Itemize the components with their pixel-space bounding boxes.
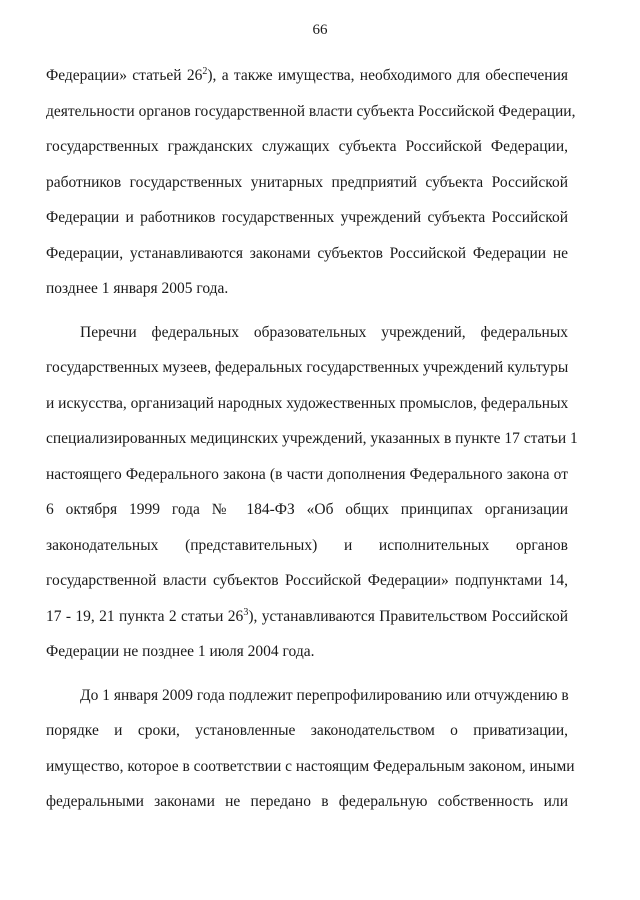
text-line bbox=[46, 749, 575, 785]
text-segment: ), устанавливаются Правительством Российской bbox=[248, 607, 568, 625]
text-segment: и искусства, организаций народных художественных промыслов, федеральных bbox=[46, 394, 569, 412]
text-segment: порядке и сроки, установленные законодательством о приватизации, bbox=[46, 722, 568, 739]
text-segment: государственных музеев, федеральных государственных учреждений культуры bbox=[46, 359, 569, 376]
text-segment: настоящего Федерального закона (в части дополнения Федерального закона от bbox=[46, 465, 568, 483]
text-line bbox=[46, 678, 568, 714]
paragraph-gap bbox=[46, 307, 568, 315]
text-segment: Перечни федеральных образовательных учреждений, федеральных bbox=[80, 323, 568, 341]
text-segment: деятельности органов государственной власти субъекта Российской Федерации, bbox=[46, 102, 576, 120]
text-segment: Федерации и работников государственных учреждений субъекта Российской bbox=[46, 209, 568, 226]
paragraph bbox=[46, 315, 578, 670]
text-line bbox=[46, 165, 568, 201]
text-segment: позднее 1 января 2005 года. bbox=[46, 280, 229, 297]
text-segment: специализированных медицинских учреждений, указанных в пункте 17 статьи 1 bbox=[46, 430, 578, 447]
paragraph-gap bbox=[46, 670, 568, 678]
paragraph bbox=[46, 58, 576, 307]
text-segment: До 1 января 2009 года подлежит перепрофилированию или отчуждению в bbox=[80, 686, 569, 704]
text-segment: законодательных (представительных) и исполнительных органов bbox=[46, 536, 568, 554]
text-line bbox=[46, 421, 578, 457]
text-segment: 6 октября 1999 года № 184-ФЗ «Об общих принципах организации bbox=[46, 501, 568, 518]
body-text bbox=[46, 58, 578, 820]
text-segment: работников государственных унитарных предприятий субъекта Российской bbox=[46, 173, 568, 191]
text-line bbox=[46, 563, 568, 599]
text-line bbox=[46, 271, 568, 307]
text-line bbox=[46, 599, 568, 635]
text-line bbox=[46, 236, 568, 272]
text-line bbox=[46, 386, 568, 422]
text-segment: федеральными законами не передано в федеральную собственность или bbox=[46, 793, 568, 810]
text-segment: государственных гражданских служащих субъекта Российской Федерации, bbox=[46, 138, 568, 155]
text-line bbox=[46, 528, 568, 564]
superscript: 3 bbox=[243, 606, 249, 618]
page-number: 66 bbox=[312, 22, 328, 38]
text-line bbox=[46, 634, 568, 670]
text-segment: ), а также имущества, необходимого для обеспечения bbox=[207, 67, 569, 84]
text-line bbox=[46, 713, 568, 749]
text-line bbox=[46, 350, 568, 386]
text-segment: 17 - 19, 21 пункта 2 статьи 26 bbox=[46, 607, 244, 625]
text-line bbox=[46, 457, 568, 493]
text-segment: Федерации» статьей 26 bbox=[46, 67, 203, 84]
text-line bbox=[46, 492, 568, 528]
text-line bbox=[46, 784, 568, 820]
text-line bbox=[46, 200, 568, 236]
text-line bbox=[46, 129, 568, 165]
text-line bbox=[46, 94, 576, 130]
text-segment: имущество, которое в соответствии с настоящим Федеральным законом, иными bbox=[46, 757, 575, 775]
paragraph bbox=[46, 678, 575, 820]
text-segment: государственной власти субъектов Российской Федерации» подпунктами 14, bbox=[46, 572, 568, 589]
text-segment: Федерации, устанавливаются законами субъектов Российской Федерации не bbox=[46, 244, 568, 262]
text-line bbox=[46, 315, 568, 351]
superscript: 2 bbox=[202, 65, 208, 77]
text-line bbox=[46, 58, 568, 94]
text-segment: Федерации не позднее 1 июля 2004 года. bbox=[46, 643, 315, 660]
